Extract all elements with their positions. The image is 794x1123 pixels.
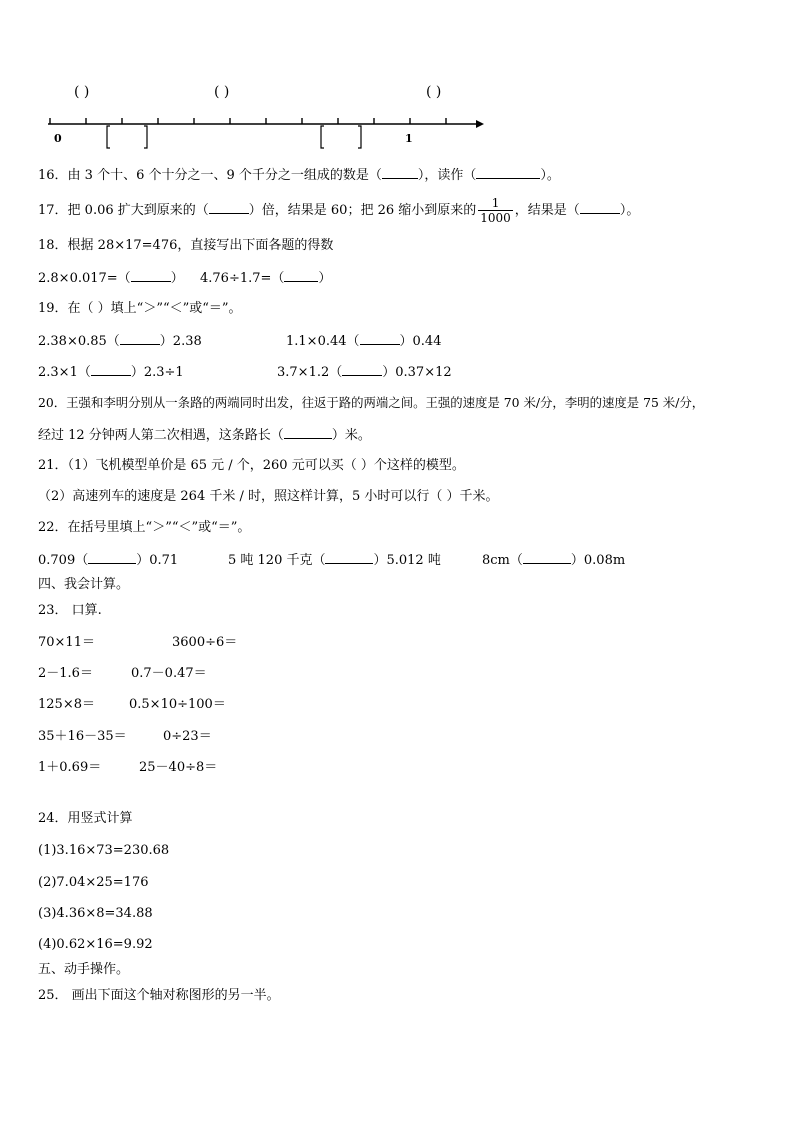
q16-text: 16．由 3 个十、6 个十分之一、9 个千分之一组成的数是（ — [38, 168, 382, 183]
q23-item-1b: 3600÷6＝ — [172, 635, 238, 650]
q19-a-left: 2.38×0.85（ — [38, 334, 120, 349]
q23-item-1a: 70×11＝ — [38, 635, 95, 650]
q22-b-right: ）5.012 吨 — [373, 553, 441, 568]
question-19-a — [38, 332, 202, 351]
q23-item-4b: 0÷23＝ — [163, 729, 212, 744]
q22-a-blank[interactable] — [88, 551, 136, 564]
number-line — [40, 80, 490, 150]
q18-a-text: 2.8×0.017=（ — [38, 271, 131, 286]
fraction-numerator: 1 — [491, 196, 500, 210]
question-20-line1: 20．王强和李明分别从一条路的两端同时出发，往返于路的两端之间。王强的速度是 70 米/分，李明的速度是 75 米/分， — [38, 395, 705, 410]
question-18-b — [200, 269, 331, 288]
question-24-title: 24．用竖式计算 — [38, 811, 133, 826]
section-4-heading: 四、我会计算。 — [38, 577, 130, 592]
q22-c-left: 8cm（ — [482, 553, 523, 568]
q23-item-2b: 0.7－0.47＝ — [131, 666, 207, 681]
q18-b-text: 4.76÷1.7=（ — [200, 271, 285, 286]
q19-b-right: ）0.44 — [399, 334, 442, 349]
lower-brackets — [107, 126, 361, 148]
q17-text: 17．把 0.06 扩大到原来的（ — [38, 203, 209, 218]
q18-a-blank[interactable] — [131, 269, 171, 282]
question-19-d — [277, 363, 452, 382]
q20-blank[interactable] — [284, 426, 332, 439]
q22-c-right: ）0.08m — [570, 553, 626, 568]
q17-fraction — [478, 196, 513, 225]
number-line-label-1: 1 — [405, 132, 413, 145]
q22-a-right: ）0.71 — [136, 553, 179, 568]
q17-text-end: ）。 — [619, 203, 640, 218]
q23-item-3b: 0.5×10÷100＝ — [129, 697, 226, 712]
q19-d-right: ）0.37×12 — [382, 365, 452, 380]
q23-item-4a: 35＋16－35＝ — [38, 729, 127, 744]
q22-b-blank[interactable] — [325, 551, 373, 564]
q18-b-end: ） — [318, 271, 332, 286]
q19-a-blank[interactable] — [120, 332, 160, 345]
q19-d-blank[interactable] — [342, 363, 382, 376]
q19-b-left: 1.1×0.44（ — [286, 334, 360, 349]
q24-item-4: (4)0.62×16=9.92 — [38, 937, 153, 952]
q23-item-5b: 25－40÷8＝ — [139, 760, 218, 775]
q19-c-right: ）2.3÷1 — [130, 365, 184, 380]
question-25: 25． 画出下面这个轴对称图形的另一半。 — [38, 988, 280, 1003]
top-paren-2: ( ) — [214, 84, 230, 100]
q23-item-3a: 125×8＝ — [38, 697, 95, 712]
q24-item-1: (1)3.16×73=230.68 — [38, 843, 170, 858]
question-21-line2: （2）高速列车的速度是 264 千米 / 时，照这样计算，5 小时可以行（ ）千米。 — [38, 489, 499, 504]
q20-text-end: ）米。 — [331, 428, 371, 443]
question-22-b — [228, 551, 441, 570]
number-line-label-0: 0 — [54, 132, 62, 145]
section-5-heading: 五、动手操作。 — [38, 962, 130, 977]
q16-text-mid: ），读作（ — [417, 168, 477, 183]
question-23-title: 23． 口算. — [38, 603, 102, 618]
question-16 — [38, 166, 560, 185]
q16-blank-1[interactable] — [382, 166, 418, 179]
q17-text-mid2: ，结果是（ — [514, 203, 580, 218]
question-18-a — [38, 269, 184, 288]
q17-blank-1[interactable] — [209, 201, 249, 214]
number-line-arrow — [476, 120, 484, 128]
question-22-title: 22．在括号里填上“＞”“＜”或“＝”。 — [38, 520, 251, 535]
q19-c-blank[interactable] — [91, 363, 131, 376]
q23-item-2a: 2－1.6＝ — [38, 666, 93, 681]
q22-b-left: 5 吨 120 千克（ — [228, 553, 326, 568]
q23-item-5a: 1＋0.69＝ — [38, 760, 102, 775]
q19-a-right: ）2.38 — [159, 334, 202, 349]
question-22-a — [38, 551, 178, 570]
top-paren-3: ( ) — [426, 84, 442, 100]
question-19-title: 19．在（ ）填上“＞”“＜”或“＝”。 — [38, 301, 242, 316]
q19-b-blank[interactable] — [360, 332, 400, 345]
question-21-line1: 21．（1）飞机模型单价是 65 元 / 个，260 元可以买（ ）个这样的模型。 — [38, 458, 465, 473]
q17-blank-2[interactable] — [580, 201, 620, 214]
q18-b-blank[interactable] — [284, 269, 318, 282]
q24-item-2: (2)7.04×25=176 — [38, 875, 149, 890]
number-line-ticks — [50, 118, 446, 124]
q22-c-blank[interactable] — [523, 551, 571, 564]
q18-a-end: ） — [170, 271, 184, 286]
q16-blank-2[interactable] — [476, 166, 540, 179]
question-20-line2 — [38, 426, 371, 445]
fraction-denominator: 1000 — [480, 211, 511, 225]
q19-c-left: 2.3×1（ — [38, 365, 91, 380]
question-17 — [38, 196, 639, 226]
question-19-b — [286, 332, 441, 351]
q24-item-3: (3)4.36×8=34.88 — [38, 906, 153, 921]
q19-d-left: 3.7×1.2（ — [277, 365, 343, 380]
question-22-c — [482, 551, 625, 570]
q17-text-mid: ）倍，结果是 60；把 26 缩小到原来的 — [248, 203, 477, 218]
q16-text-end: ）。 — [540, 168, 560, 183]
q22-a-left: 0.709（ — [38, 553, 89, 568]
top-paren-1: ( ) — [74, 84, 90, 100]
question-19-c — [38, 363, 184, 382]
question-18-title: 18．根据 28×17=476，直接写出下面各题的得数 — [38, 238, 334, 253]
q20-text: 经过 12 分钟两人第二次相遇，这条路长（ — [38, 428, 284, 443]
